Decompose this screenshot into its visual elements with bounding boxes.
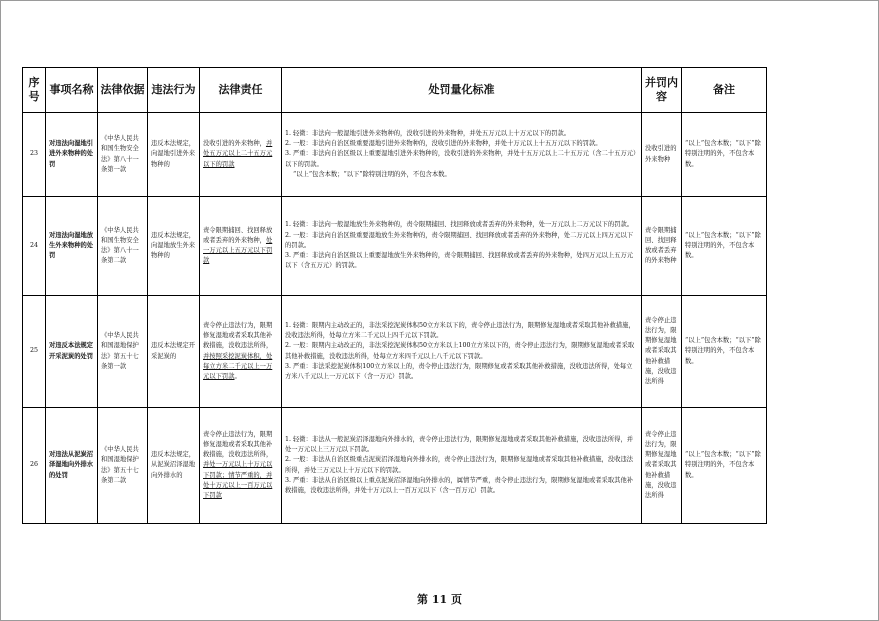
header-item: 事项名称 bbox=[46, 68, 98, 113]
standard-line: 3. 严重：非法采挖泥炭体积100立方米以上的，责令停止违法行为，限期修复或者采取其他补救措施，没收违法所得，处每立方米八千元以上一万元以下（含一万元）罚款。 bbox=[285, 362, 633, 380]
header-act: 违法行为 bbox=[148, 68, 200, 113]
row-item: 对违法从泥炭沼泽湿地向外排水的处罚 bbox=[46, 408, 98, 524]
table-row bbox=[23, 408, 767, 524]
row-act: 违反本法规定，向湿地引进外来物种的 bbox=[148, 113, 200, 197]
header-seq: 序号 bbox=[23, 68, 46, 113]
row-basis: 《中华人民共和国湿地保护法》第五十七条第一款 bbox=[98, 296, 148, 408]
row-seq: 26 bbox=[23, 408, 46, 524]
row-basis: 《中华人民共和国生物安全法》第八十一条第一款 bbox=[98, 113, 148, 197]
resp-underlined: 处一万元以上五万元以下罚款 bbox=[203, 236, 273, 265]
penalty-table bbox=[22, 67, 767, 524]
header-standard: 处罚量化标准 bbox=[282, 68, 642, 113]
resp-underlined: 并处一万元以上十万元以下罚款；情节严重的，并处十万元以上一百万元以下罚款 bbox=[203, 461, 273, 499]
resp-tail: 。 bbox=[234, 372, 241, 380]
row-resp bbox=[200, 408, 282, 524]
resp-plain: 责令停止违法行为，限期修复湿地或者采取其他补救措施，没收违法所得， bbox=[203, 321, 273, 350]
row-standard bbox=[282, 113, 642, 197]
row-act: 违反本法规定开采泥炭的 bbox=[148, 296, 200, 408]
table-row bbox=[23, 113, 767, 197]
row-resp bbox=[200, 296, 282, 408]
row-item: 对违反本法规定开采泥炭的处罚 bbox=[46, 296, 98, 408]
row-extra: 责令停止违法行为，限期修复湿地或者采取其他补救措施，没收违法所得 bbox=[642, 408, 682, 524]
row-extra: 责令停止违法行为，限期修复湿地或者采取其他补救措施，没收违法所得 bbox=[642, 296, 682, 408]
standard-line: 3. 严重：非法向自治区级以上重要湿地放生外来物种的，责令限期捕回、找回释放或者丢弃的外来物种，处四万元以上五万元以下（含五万元）的罚款。 bbox=[285, 252, 634, 270]
row-note: “以上”包含本数；“以下”除特别注明的外，不包含本数。 bbox=[682, 296, 767, 408]
row-basis: 《中华人民共和国湿地保护法》第五十七条第二款 bbox=[98, 408, 148, 524]
resp-plain: 没收引进的外来物种， bbox=[203, 140, 266, 148]
standard-line: “以上”包含本数；“以下”除特别注明的外，不包含本数。 bbox=[293, 170, 451, 178]
resp-underlined: 并处五万元以上二十五万元以下的罚款 bbox=[203, 140, 273, 168]
row-seq: 25 bbox=[23, 296, 46, 408]
row-item: 对违法向湿地引进外来物种的处罚 bbox=[46, 113, 98, 197]
row-standard bbox=[282, 197, 642, 296]
row-standard bbox=[282, 296, 642, 408]
row-note: “以上”包含本数；“以下”除特别注明的外，不包含本数。 bbox=[682, 408, 767, 524]
resp-underlined: 并按照采挖泥炭体积，处每立方米二千元以上一万元以下罚款 bbox=[203, 352, 273, 380]
table-row bbox=[23, 197, 767, 296]
row-act: 违反本法规定，向湿地放生外来物种的 bbox=[148, 197, 200, 296]
standard-line: 3. 严重：非法向自治区级以上重要湿地引进外来物种的，没收引进的外来物种，并处十五万元以上二十五万元（含二十五万元）以下的罚款。 bbox=[285, 150, 637, 168]
header-note: 备注 bbox=[682, 68, 767, 113]
row-seq: 24 bbox=[23, 197, 46, 296]
standard-line: 3. 严重：非法从自治区级以上重点泥炭沼泽湿地向外排水的，属情节严重，责令停止违法行为，限期修复湿地或者采取其他补救措施，没收违法所得，并处十万元以上一百万元以下（含一百万元）罚款。 bbox=[285, 476, 634, 494]
row-note: “以上”包含本数；“以下”除特别注明的外，不包含本数。 bbox=[682, 113, 767, 197]
standard-line: 1. 轻微：非法向一般湿地放生外来物种的，责令限期捕回、找回释放或者丢弃的外来物种，处一万元以上二万元以下的罚款。 bbox=[285, 221, 634, 229]
row-note: “以上”包含本数；“以下”除特别注明的外，不包含本数。 bbox=[682, 197, 767, 296]
standard-line: 1. 轻微：限期内主动改正的，非法采挖泥炭体积50立方米以下的，责令停止违法行为，限期修复湿地或者采取其他补救措施，没收违法所得，处每立方米二千元以上四千元以下罚款。 bbox=[285, 321, 635, 340]
table-row bbox=[23, 296, 767, 408]
row-seq: 23 bbox=[23, 113, 46, 197]
row-act: 违反本法规定，从泥炭沼泽湿地向外排水的 bbox=[148, 408, 200, 524]
standard-line: 1. 轻微：非法从一般泥炭沼泽湿地向外排水的，责令停止违法行为，限期修复湿地或者采取其他补救措施，没收违法所得，并处一万元以上三万元以下罚款。 bbox=[285, 435, 634, 454]
row-resp bbox=[200, 113, 282, 197]
standard-line: 2. 一般：非法向自治区级重要湿地引进外来物种的，没收引进的外来物种，并处十万元以上十五万元以下的罚款。 bbox=[285, 140, 602, 148]
header-row bbox=[23, 68, 767, 113]
standard-line: 2. 一般：非法向自治区级重要湿地放生外来物种的，责令限期捕回、找回释放或者丢弃的外来物种，处二万元以上四万元以下的罚款。 bbox=[285, 231, 634, 249]
row-standard bbox=[282, 408, 642, 524]
standard-line: 2. 一般：非法从自治区级重点泥炭沼泽湿地向外排水的，责令停止违法行为，限期修复湿地或者采取其他补救措施，没收违法所得，并处三万元以上十万元以下的罚款。 bbox=[285, 456, 634, 474]
row-resp bbox=[200, 197, 282, 296]
row-basis: 《中华人民共和国生物安全法》第八十一条第二款 bbox=[98, 197, 148, 296]
page-number: 第 11 页 bbox=[417, 593, 462, 606]
header-resp: 法律责任 bbox=[200, 68, 282, 113]
header-basis: 法律依据 bbox=[98, 68, 148, 113]
resp-plain: 责令停止违法行为，限期修复湿地或者采取其他补救措施，没收违法所得， bbox=[203, 430, 273, 459]
row-extra: 没收引进的外来物种 bbox=[642, 113, 682, 197]
resp-plain: 责令限期捕回、找回释放或者丢弃的外来物种， bbox=[203, 226, 273, 244]
header-extra: 并罚内容 bbox=[642, 68, 682, 113]
standard-line: 1. 轻微：非法向一般湿地引进外来物种的，没收引进的外来物种，并处五万元以上十万元以下的罚款。 bbox=[285, 129, 571, 137]
row-extra: 责令限期捕回、找回释放或者丢弃的外来物种 bbox=[642, 197, 682, 296]
standard-line: 2. 一般：限期内主动改正的，非法采挖泥炭体积50立方米以上100立方米以下的，责令停止违法行为，限期修复湿地或者采取其他补救措施，没收违法所得，处每立方米四千元以上八千元以下罚款。 bbox=[285, 342, 635, 360]
row-item: 对违法向湿地放生外来物种的处罚 bbox=[46, 197, 98, 296]
